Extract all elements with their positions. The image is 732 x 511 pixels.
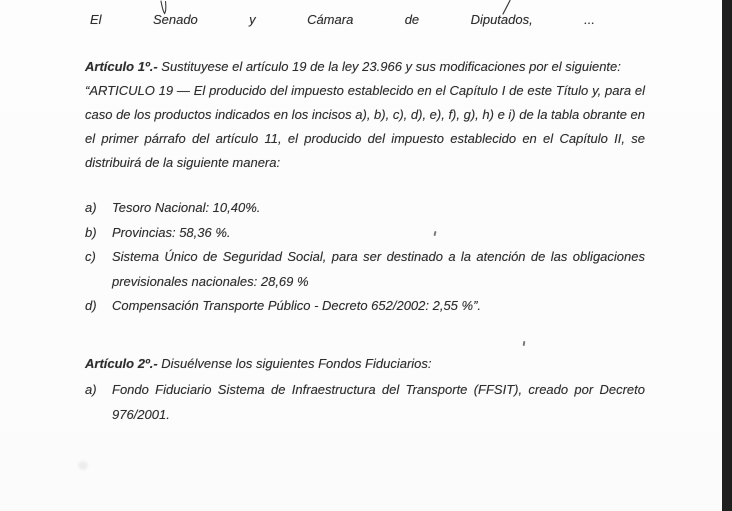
list-item-marker: a) [85,200,97,215]
list-item-text: Provincias: 58,36 %. [112,224,231,240]
list-item-marker: c) [85,249,96,264]
list-item-a [85,196,645,221]
article-2 [85,352,645,427]
article-1-intro: Sustituyese el artículo 19 de la ley 23.966 y sus modificaciones por el siguiente: [161,59,621,74]
list-item-text: Tesoro Nacional: 10,40%. [112,200,261,215]
article-2-heading-paragraph [85,352,645,376]
header-word: Senado [152,12,198,27]
article-2-intro: Disuélvense los siguientes Fondos Fiduciarios: [161,356,432,371]
article-1-body-paragraph: “ARTICULO 19 — El producido del impuesto establecido en el Capítulo I de este Título y, para el caso de los productos indicados en los incisos a), b), c), d), e), f), g), h) e i) de la tabla obrante en el primer párrafo del artículo 11, el producido del impuesto establecido en el Capítulo II, se distribuirá de la siguiente manera: [85,83,646,170]
header-line [90,12,595,28]
header-word: y [249,12,256,27]
header-word: de [404,12,420,27]
scan-speck [523,341,526,346]
list-item-b [85,221,645,246]
list-item-marker: d) [85,298,97,313]
article-1-heading-paragraph [85,55,645,79]
header-word: El [90,12,102,27]
list-item-text: Sistema Único de Seguridad Social, para ser destinado a la atención de las obligaciones previsionales nacionales: 28,69 % [112,249,645,289]
list-item-marker: b) [85,224,97,240]
header-word: Cámara [307,12,354,27]
scan-smudge [78,461,88,470]
list-item-a2 [85,377,645,427]
header-word-ellipsis: ... [584,12,595,27]
article-1 [85,55,645,175]
list-item-marker: a) [85,382,97,397]
list-item-c [85,245,645,294]
article-1-item-list [85,196,645,319]
scan-edge-bar [722,0,732,511]
list-item-text: Fondo Fiduciario Sistema de Infraestructura del Transporte (FFSIT), creado por Decreto 976/2001. [112,382,645,422]
article-2-label: Artículo 2º.- [85,356,158,371]
article-1-label: Artículo 1º.- [85,59,158,74]
header-word: Diputados, [470,12,533,27]
list-item-text: Compensación Transporte Público - Decreto 652/2002: 2,55 %”. [112,298,482,313]
list-item-d [85,294,645,319]
